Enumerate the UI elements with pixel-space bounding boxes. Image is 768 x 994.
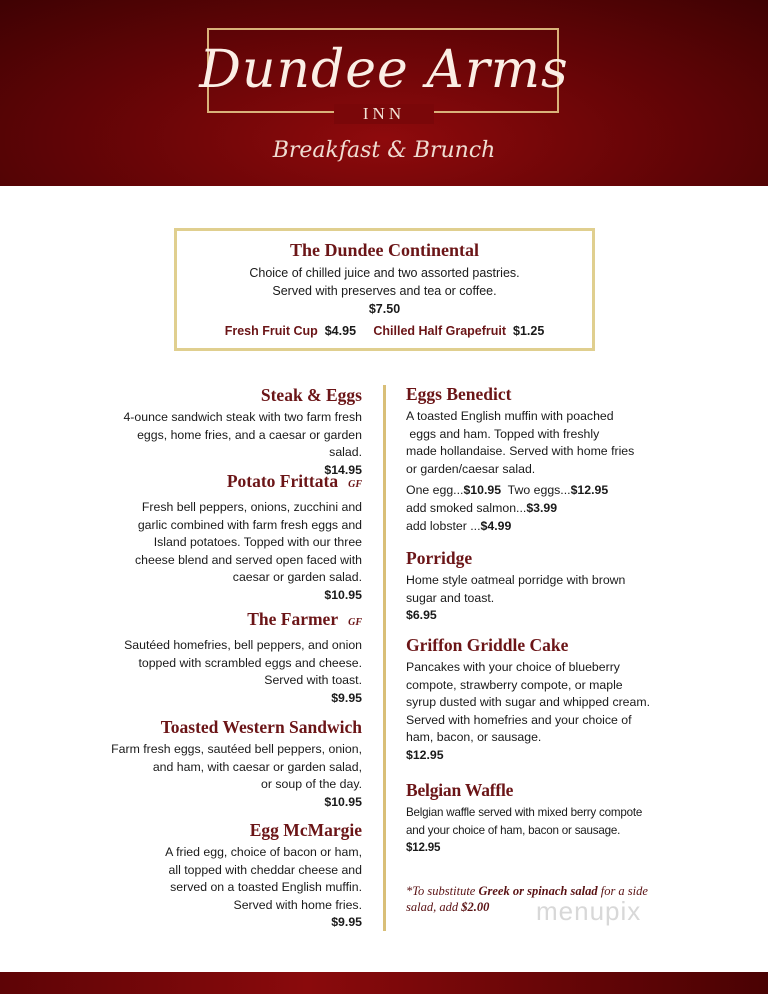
item-desc-line: topped with scrambled eggs and cheese.	[138, 655, 362, 670]
item-title	[102, 607, 362, 635]
footer-band	[0, 972, 768, 994]
gluten-free-badge: GF	[348, 479, 362, 490]
price-option	[406, 482, 656, 500]
extra-price: $4.95	[324, 324, 357, 338]
continental-title: The Dundee Continental	[289, 240, 480, 260]
item-desc-line: sugar and toast.	[406, 590, 495, 605]
item-desc-line: and your choice of ham, bacon or sausage.	[406, 823, 621, 837]
item-desc-line: garlic combined with farm fresh eggs and	[137, 517, 362, 532]
option-price: $4.99	[480, 518, 512, 533]
note-text: *To substitute	[406, 884, 479, 898]
continental-desc-2: Served with preserves and tea or coffee.	[272, 284, 497, 298]
gluten-free-badge: GF	[348, 617, 362, 628]
item-price: $12.95	[406, 747, 444, 762]
item-desc-line: eggs, home fries, and a caesar or garden salad.	[137, 427, 362, 460]
option-label: add smoked salmon...	[406, 500, 527, 515]
price-option	[406, 500, 656, 518]
item-desc-line: Home style oatmeal porridge with brown	[406, 573, 626, 587]
item-desc-line: eggs and ham. Topped with freshly	[406, 426, 600, 441]
item-desc-line: Served with toast.	[264, 673, 362, 688]
item-desc-line: cheese blend and served open faced with	[135, 552, 362, 567]
continental-extras	[177, 324, 592, 338]
item-name: The Farmer	[247, 609, 339, 629]
item-title	[102, 715, 362, 739]
item-desc-line: Served with homefries and your choice of	[406, 712, 632, 727]
option-label: One egg...	[406, 483, 464, 498]
watermark: menupix	[536, 896, 642, 926]
item-desc-line: 4-ounce sandwich steak with two farm fresh	[123, 410, 362, 424]
menu-item	[406, 778, 666, 857]
option-price: $3.99	[526, 500, 558, 515]
item-desc-line: all topped with cheddar cheese and	[168, 862, 362, 877]
item-price: $10.95	[324, 587, 362, 602]
menu-item	[102, 818, 362, 932]
item-name: Toasted Western Sandwich	[160, 717, 362, 737]
extra-name: Fresh Fruit Cup	[224, 324, 318, 338]
item-price: $9.95	[331, 690, 362, 705]
note-price: $2.00	[461, 900, 490, 914]
menu-item	[406, 633, 656, 765]
item-desc-line: Sautéed homefries, bell peppers, and onion	[124, 638, 362, 652]
header-banner	[0, 0, 768, 186]
item-desc-line: A toasted English muffin with poached	[406, 409, 614, 423]
extra-price: $1.25	[513, 324, 545, 338]
item-desc-line: Served with home fries.	[233, 897, 362, 912]
menu-item	[102, 607, 362, 707]
item-desc-line: Fresh bell peppers, onions, zucchini and	[141, 500, 362, 514]
menu-item	[102, 715, 362, 811]
menu-item	[406, 382, 656, 535]
item-name: Egg McMargie	[249, 820, 362, 840]
item-title: Eggs Benedict	[406, 384, 512, 404]
item-title: Griffon Griddle Cake	[406, 635, 569, 655]
item-title: Porridge	[406, 548, 473, 568]
restaurant-name: Dundee Arms	[199, 40, 569, 100]
item-desc-line: Island potatoes. Topped with our three	[153, 535, 362, 550]
option-price: $12.95	[570, 483, 609, 498]
continental-box	[174, 228, 595, 351]
menu-item	[406, 546, 656, 625]
price-option	[406, 518, 656, 536]
item-desc-line: Pancakes with your choice of blueberry	[406, 660, 620, 674]
item-desc-line: Farm fresh eggs, sautéed bell peppers, onion,	[111, 742, 362, 756]
item-desc-line: A fried egg, choice of bacon or ham,	[165, 845, 362, 859]
item-price: $6.95	[406, 608, 437, 623]
item-desc-line: syrup dusted with sugar and whipped cream.	[406, 695, 651, 710]
menu-item	[102, 383, 362, 479]
item-desc-line: compote, strawberry compote, or maple	[406, 677, 623, 692]
item-price: $10.95	[324, 794, 362, 809]
item-desc-line: Belgian waffle served with mixed berry compote	[406, 806, 643, 819]
note-text: for a side salad, add	[406, 884, 648, 914]
item-desc-line: ham, bacon, or sausage.	[406, 730, 542, 745]
column-divider	[383, 385, 386, 931]
menu-subtitle: Breakfast & Brunch	[272, 138, 496, 163]
item-price: $9.95	[331, 915, 362, 930]
item-name: Potato Frittata	[226, 471, 339, 491]
extra-name: Chilled Half Grapefruit	[373, 324, 507, 338]
continental-desc-1: Choice of chilled juice and two assorted pastries.	[249, 266, 520, 280]
item-price: $14.95	[324, 462, 362, 477]
item-price: $12.95	[406, 841, 441, 855]
item-desc-line: and ham, with caesar or garden salad,	[152, 759, 362, 774]
option-label: add lobster ...	[406, 518, 481, 533]
item-title: Belgian Waffle	[406, 780, 514, 800]
item-title	[102, 469, 362, 497]
item-title	[102, 818, 362, 842]
note-bold: Greek or spinach salad	[478, 884, 598, 898]
item-desc-line: served on a toasted English muffin.	[170, 880, 362, 895]
item-desc-line: or soup of the day.	[261, 777, 362, 792]
item-title	[102, 383, 362, 407]
option-label: Two eggs...	[501, 483, 571, 498]
continental-price: $7.50	[368, 302, 401, 316]
item-desc-line: or garden/caesar salad.	[406, 461, 536, 476]
item-desc-line: caesar or garden salad.	[232, 570, 362, 585]
inn-label: INN	[334, 104, 434, 124]
option-price: $10.95	[463, 483, 502, 498]
item-desc-line: made hollandaise. Served with home fries	[406, 444, 635, 459]
item-name: Steak & Eggs	[260, 385, 362, 405]
menu-item	[102, 469, 362, 605]
